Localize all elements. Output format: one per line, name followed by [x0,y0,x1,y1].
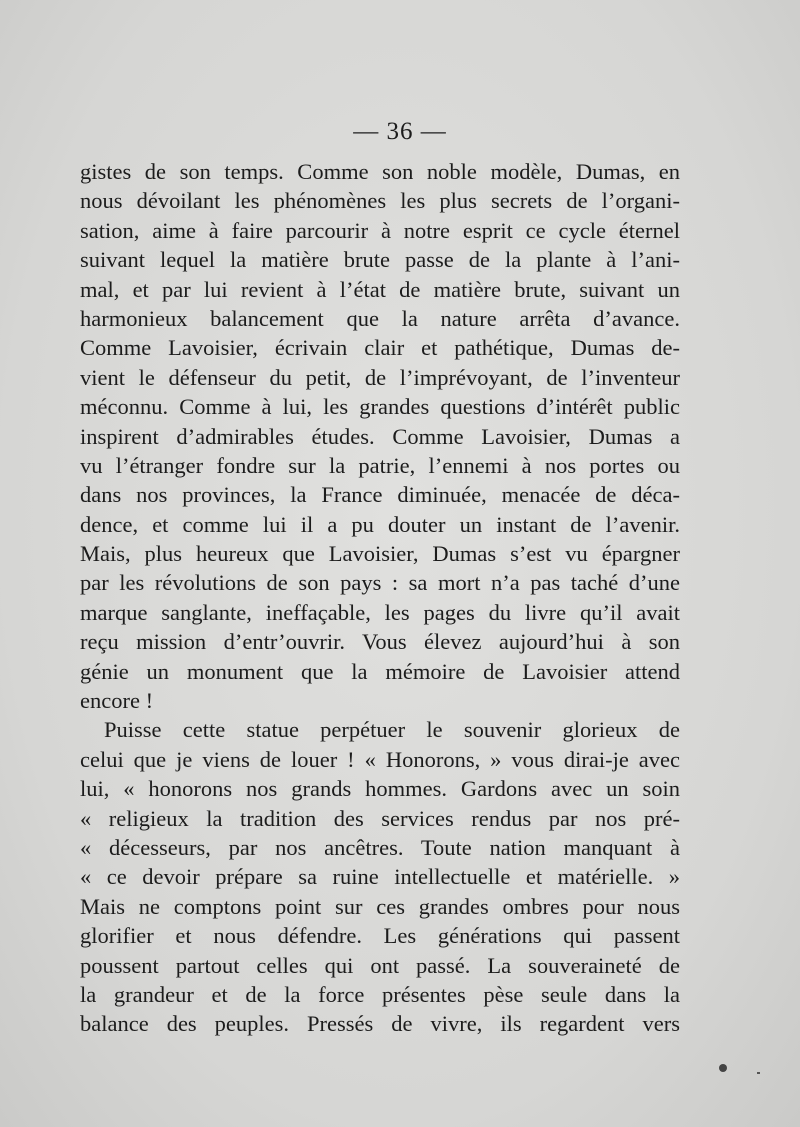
text-line: « décesseurs, par nos ancêtres. Toute nation manquant à [80,834,680,860]
text-line: inspirent d’admirables études. Comme Lavoisier, Dumas a [80,423,680,449]
text-line: balance des peuples. Pressés de vivre, ils regardent vers [80,1011,680,1037]
text-line: poussent partout celles qui ont passé. La souveraineté de [80,952,680,978]
text-line: la grandeur et de la force présentes pèse seule dans la [80,981,680,1007]
text-line: sation, aime à faire parcourir à notre esprit ce cycle éternel [80,217,680,243]
body-text [80,157,680,1039]
text-line: vu l’étranger fondre sur la patrie, l’ennemi à nos portes ou [80,452,680,478]
text-line: Mais, plus heureux que Lavoisier, Dumas s’est vu épargner [80,541,680,567]
text-line: marque sanglante, ineffaçable, les pages du livre qu’il avait [80,599,680,625]
text-line: mal, et par lui revient à l’état de matière brute, suivant un [80,276,680,302]
text-line: dence, et comme lui il a pu douter un instant de l’avenir. [80,511,680,537]
text-line: harmonieux balancement que la nature arrêta d’avance. [80,305,680,331]
text-line: Mais ne comptons point sur ces grandes ombres pour nous [80,893,680,919]
text-line: glorifier et nous défendre. Les générations qui passent [80,923,680,949]
text-line: suivant lequel la matière brute passe de la plante à l’ani- [80,247,680,273]
text-line: lui, « honorons nos grands hommes. Gardons avec un soin [80,776,680,802]
text-line: Puisse cette statue perpétuer le souvenir glorieux de [104,717,680,743]
text-line: « ce devoir prépare sa ruine intellectuelle et matérielle. » [80,864,680,890]
text-line: encore ! [80,688,154,714]
text-line: par les révolutions de son pays : sa mort n’a pas taché d’une [80,570,680,596]
text-line: Comme Lavoisier, écrivain clair et pathétique, Dumas de- [80,335,680,361]
text-line: reçu mission d’entr’ouvrir. Vous élevez aujourd’hui à son [80,629,680,655]
text-line: méconnu. Comme à lui, les grandes questions d’intérêt public [80,394,680,420]
text-line: nous dévoilant les phénomènes les plus secrets de l’organi- [80,188,680,214]
ink-speck-small [757,1072,760,1074]
text-line: celui que je viens de louer ! « Honorons, » vous dirai-je avec [80,746,680,772]
ink-speck [719,1064,727,1072]
page-number: — 36 — [353,118,447,145]
text-line: dans nos provinces, la France diminuée, menacée de déca- [80,482,680,508]
text-line: gistes de son temps. Comme son noble modèle, Dumas, en [80,159,680,184]
text-line: génie un monument que la mémoire de Lavoisier attend [80,658,680,684]
text-line: « religieux la tradition des services rendus par nos pré- [80,805,680,831]
text-line: vient le défenseur du petit, de l’imprévoyant, de l’inventeur [80,364,680,390]
